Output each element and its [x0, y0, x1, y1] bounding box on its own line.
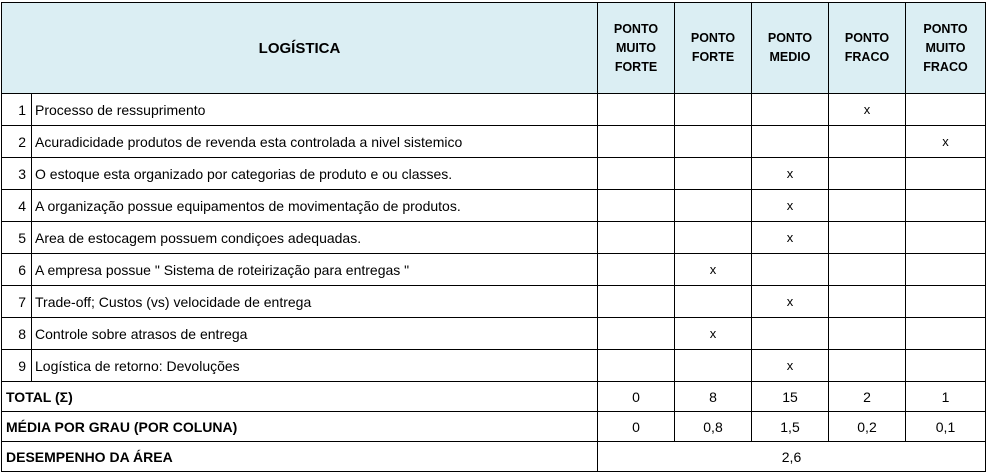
rating-cell	[829, 158, 906, 190]
media-row	[2, 412, 986, 442]
total-row	[2, 382, 986, 412]
col-header-line: PONTO	[844, 31, 890, 45]
col-header-line: MEDIO	[769, 50, 811, 64]
rating-cell	[675, 126, 752, 158]
logistica-table	[1, 2, 986, 472]
media-value: 0,2	[829, 412, 906, 442]
col-header-line: FRACO	[844, 50, 890, 64]
table-row	[2, 222, 986, 254]
desempenho-row	[2, 442, 986, 472]
rating-cell	[598, 190, 675, 222]
total-value: 1	[906, 382, 986, 412]
rating-cell	[598, 286, 675, 318]
row-number: 5	[2, 222, 32, 254]
row-number: 9	[2, 350, 32, 382]
rating-cell	[906, 350, 986, 382]
total-label: TOTAL (Σ)	[2, 382, 598, 412]
total-value: 0	[598, 382, 675, 412]
rating-cell	[675, 190, 752, 222]
media-value: 1,5	[752, 412, 829, 442]
rating-cell	[906, 158, 986, 190]
col-header-medio	[752, 3, 829, 94]
rating-cell	[752, 126, 829, 158]
col-header-line: FRACO	[923, 59, 968, 74]
col-header-muito-forte	[598, 3, 675, 94]
media-value: 0	[598, 412, 675, 442]
row-description: Logística de retorno: Devoluções	[32, 350, 598, 382]
table-row	[2, 126, 986, 158]
row-number: 2	[2, 126, 32, 158]
rating-cell	[598, 222, 675, 254]
media-label: MÉDIA POR GRAU (POR COLUNA)	[2, 412, 598, 442]
table-row	[2, 350, 986, 382]
rating-cell	[906, 94, 986, 126]
row-number: 7	[2, 286, 32, 318]
rating-cell	[752, 318, 829, 350]
rating-cell	[675, 222, 752, 254]
row-description: Controle sobre atrasos de entrega	[32, 318, 598, 350]
rating-cell: x	[675, 254, 752, 286]
table-row	[2, 318, 986, 350]
rating-cell: x	[752, 286, 829, 318]
rating-cell: x	[675, 318, 752, 350]
table-row	[2, 158, 986, 190]
rating-cell	[598, 158, 675, 190]
col-header-muito-fraco	[906, 3, 986, 94]
desempenho-value: 2,6	[598, 442, 986, 472]
col-header-forte	[675, 3, 752, 94]
row-description: Processo de ressuprimento	[32, 94, 598, 126]
desempenho-label: DESEMPENHO DA ÁREA	[2, 442, 598, 472]
media-value: 0,8	[675, 412, 752, 442]
row-description: Trade-off; Custos (vs) velocidade de entrega	[32, 286, 598, 318]
rating-cell	[675, 350, 752, 382]
rating-cell	[598, 126, 675, 158]
row-number: 4	[2, 190, 32, 222]
rating-cell	[598, 318, 675, 350]
table-row	[2, 254, 986, 286]
rating-cell: x	[752, 222, 829, 254]
table-body	[2, 3, 986, 472]
col-header-line: PONTO	[923, 21, 968, 36]
table-row	[2, 94, 986, 126]
rating-cell	[675, 286, 752, 318]
rating-cell	[829, 350, 906, 382]
rating-cell	[829, 318, 906, 350]
rating-cell	[829, 222, 906, 254]
rating-cell	[829, 190, 906, 222]
rating-cell	[752, 94, 829, 126]
rating-cell: x	[752, 350, 829, 382]
table-row	[2, 286, 986, 318]
rating-cell: x	[906, 126, 986, 158]
rating-cell	[829, 126, 906, 158]
table-row	[2, 190, 986, 222]
rating-cell: x	[752, 158, 829, 190]
rating-cell	[906, 190, 986, 222]
col-header-line: PONTO	[613, 21, 659, 36]
row-description: Area de estocagem possuem condiçoes adequadas.	[32, 222, 598, 254]
media-value: 0,1	[906, 412, 986, 442]
rating-cell: x	[829, 94, 906, 126]
col-header-line: FORTE	[691, 50, 735, 64]
rating-cell	[906, 318, 986, 350]
rating-cell	[906, 286, 986, 318]
rating-cell	[752, 254, 829, 286]
row-number: 8	[2, 318, 32, 350]
row-description: A empresa possue " Sistema de roteirização para entregas "	[32, 254, 598, 286]
col-header-fraco	[829, 3, 906, 94]
header-row	[2, 3, 986, 94]
row-number: 3	[2, 158, 32, 190]
rating-cell	[675, 94, 752, 126]
rating-cell	[906, 222, 986, 254]
col-header-line: PONTO	[690, 31, 736, 45]
rating-cell	[829, 254, 906, 286]
row-number: 6	[2, 254, 32, 286]
rating-cell	[906, 254, 986, 286]
total-value: 2	[829, 382, 906, 412]
row-description: O estoque esta organizado por categorias de produto e ou classes.	[32, 158, 598, 190]
total-value: 8	[675, 382, 752, 412]
row-description: Acuradicidade produtos de revenda esta controlada a nivel sistemico	[32, 126, 598, 158]
rating-cell	[675, 158, 752, 190]
total-value: 15	[752, 382, 829, 412]
col-header-line: MUITO	[925, 40, 966, 55]
rating-cell: x	[752, 190, 829, 222]
col-header-line: PONTO	[767, 31, 813, 45]
col-header-line: MUITO	[615, 40, 657, 55]
rating-cell	[598, 94, 675, 126]
rating-cell	[829, 286, 906, 318]
rating-cell	[598, 254, 675, 286]
row-description: A organização possue equipamentos de movimentação de produtos.	[32, 190, 598, 222]
row-number: 1	[2, 94, 32, 126]
col-header-line: FORTE	[614, 59, 658, 74]
rating-cell	[598, 350, 675, 382]
section-title: LOGÍSTICA	[2, 3, 598, 94]
